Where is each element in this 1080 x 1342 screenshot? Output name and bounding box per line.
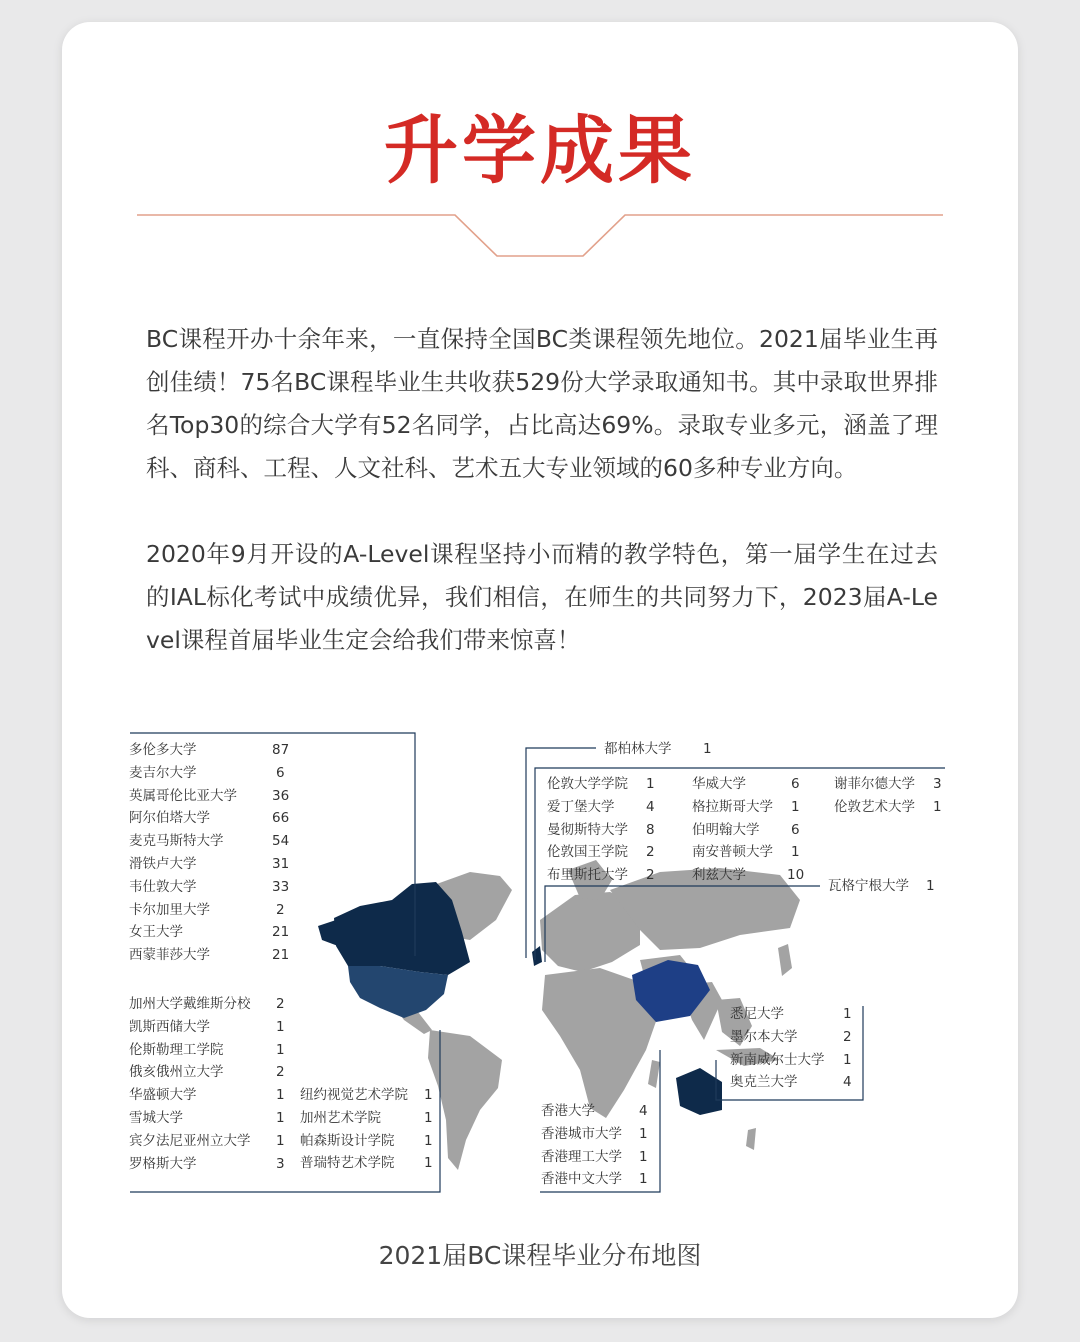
university-name: 格拉斯哥大学 xyxy=(692,798,773,815)
list-item xyxy=(300,1084,435,1107)
university-count: 21 xyxy=(272,924,290,941)
university-name: 麦克马斯特大学 xyxy=(129,833,224,850)
university-name: 卡尔加里大学 xyxy=(129,901,210,918)
university-name: 女王大学 xyxy=(129,924,183,941)
list-item xyxy=(541,1168,651,1191)
list-item xyxy=(129,1039,294,1062)
list-item xyxy=(692,796,807,819)
university-name: 谢菲尔德大学 xyxy=(834,776,915,792)
university-count: 6 xyxy=(791,821,800,838)
list-item xyxy=(834,773,944,796)
university-count: 1 xyxy=(424,1155,433,1172)
university-count: 4 xyxy=(646,798,655,815)
university-count: 1 xyxy=(843,1006,852,1022)
uk-university-list-1 xyxy=(547,773,659,887)
list-item xyxy=(541,1123,651,1146)
uk-shape xyxy=(532,946,542,966)
university-count: 54 xyxy=(272,833,290,850)
list-item xyxy=(828,875,940,898)
university-count: 21 xyxy=(272,947,290,964)
university-count: 1 xyxy=(424,1109,433,1126)
list-item xyxy=(692,773,807,796)
university-name: 罗格斯大学 xyxy=(129,1155,197,1172)
university-count: 2 xyxy=(646,867,655,884)
usa-shape xyxy=(348,966,448,1018)
university-name: 帕森斯设计学院 xyxy=(300,1132,395,1149)
alaska-shape xyxy=(318,920,338,946)
list-item xyxy=(692,864,807,887)
list-item xyxy=(129,1107,294,1130)
list-item xyxy=(129,899,299,922)
university-count: 1 xyxy=(639,1148,648,1165)
university-name: 俄亥俄州立大学 xyxy=(129,1064,224,1081)
list-item xyxy=(300,1152,435,1175)
university-name: 雪城大学 xyxy=(129,1109,183,1126)
university-name: 华盛顿大学 xyxy=(129,1087,197,1104)
list-item xyxy=(129,1153,294,1176)
list-item xyxy=(692,841,807,864)
university-count: 1 xyxy=(791,798,800,815)
university-name: 宾夕法尼亚州立大学 xyxy=(129,1132,251,1149)
university-name: 爱丁堡大学 xyxy=(547,798,615,815)
university-count: 1 xyxy=(276,1132,285,1149)
canada-university-list xyxy=(129,739,299,967)
list-item xyxy=(541,1146,651,1169)
list-item xyxy=(129,739,299,762)
university-count: 1 xyxy=(843,1051,852,1068)
university-name: 伯明翰大学 xyxy=(692,821,760,838)
university-count: 87 xyxy=(272,742,290,758)
list-item xyxy=(129,1130,294,1153)
list-item xyxy=(547,864,659,887)
university-name: 布里斯托大学 xyxy=(547,867,628,884)
university-count: 1 xyxy=(933,798,942,815)
list-item xyxy=(604,738,724,761)
university-name: 加州大学戴维斯分校 xyxy=(129,996,251,1012)
south-america-shape xyxy=(428,1030,502,1170)
university-name: 墨尔本大学 xyxy=(730,1028,798,1045)
ireland-university-list xyxy=(604,738,724,761)
university-count: 1 xyxy=(424,1087,433,1103)
university-count: 66 xyxy=(272,810,290,827)
university-name: 西蒙菲莎大学 xyxy=(129,947,210,964)
list-item xyxy=(129,1084,294,1107)
university-name: 曼彻斯特大学 xyxy=(547,821,628,838)
university-count: 1 xyxy=(276,1018,285,1035)
list-item xyxy=(547,819,659,842)
university-count: 1 xyxy=(424,1132,433,1149)
university-name: 利兹大学 xyxy=(692,867,746,884)
australia-shape xyxy=(676,1068,722,1115)
university-name: 悉尼大学 xyxy=(730,1006,784,1022)
university-count: 31 xyxy=(272,855,290,872)
university-count: 10 xyxy=(787,867,805,884)
university-count: 1 xyxy=(639,1171,648,1188)
list-item xyxy=(300,1130,435,1153)
university-name: 麦吉尔大学 xyxy=(129,764,197,781)
list-item xyxy=(730,1049,855,1072)
list-item xyxy=(547,773,659,796)
university-count: 1 xyxy=(639,1125,648,1142)
university-name: 纽约视觉艺术学院 xyxy=(300,1087,408,1103)
university-count: 1 xyxy=(926,878,935,894)
list-item xyxy=(834,796,944,819)
university-count: 1 xyxy=(276,1109,285,1126)
university-name: 韦仕敦大学 xyxy=(129,878,197,895)
university-name: 伦敦大学学院 xyxy=(547,776,628,792)
university-count: 4 xyxy=(843,1074,852,1091)
list-item xyxy=(692,819,807,842)
university-name: 阿尔伯塔大学 xyxy=(129,810,210,827)
university-count: 1 xyxy=(791,844,800,861)
university-count: 2 xyxy=(276,1064,285,1081)
japan-shape xyxy=(778,944,792,976)
list-item xyxy=(129,1061,294,1084)
university-count: 2 xyxy=(646,844,655,861)
list-item xyxy=(300,1107,435,1130)
oceania-university-list xyxy=(730,1003,855,1094)
university-count: 2 xyxy=(276,996,285,1012)
university-name: 奥克兰大学 xyxy=(730,1074,798,1091)
university-name: 伦斯勒理工学院 xyxy=(129,1041,224,1058)
university-count: 33 xyxy=(272,878,290,895)
intro-paragraph-alevel: 2020年9月开设的A-Level课程坚持小而精的教学特色，第一届学生在过去的IAL标化考试中成绩优异，我们相信，在师生的共同努力下，2023届A-Level课程首届毕业生定会给我们带来惊喜！ xyxy=(146,540,938,654)
usa-university-list xyxy=(129,993,294,1175)
university-name: 伦敦国王学院 xyxy=(547,844,628,861)
list-item xyxy=(129,993,294,1016)
university-count: 1 xyxy=(276,1041,285,1058)
university-count: 1 xyxy=(646,776,655,792)
university-name: 南安普顿大学 xyxy=(692,844,773,861)
list-item xyxy=(129,785,299,808)
university-name: 新南威尔士大学 xyxy=(730,1051,825,1068)
university-count: 6 xyxy=(276,764,285,781)
new-zealand-shape xyxy=(746,1128,756,1150)
university-count: 3 xyxy=(933,776,942,792)
madagascar-shape xyxy=(648,1060,660,1088)
university-count: 1 xyxy=(276,1087,285,1104)
uk-university-list-3 xyxy=(834,773,944,819)
netherlands-university-list xyxy=(828,875,940,898)
university-name: 普瑞特艺术学院 xyxy=(300,1155,395,1172)
list-item xyxy=(129,853,299,876)
hongkong-university-list xyxy=(541,1100,651,1191)
university-name: 香港大学 xyxy=(541,1103,595,1119)
university-count: 2 xyxy=(276,901,285,918)
university-name: 华威大学 xyxy=(692,776,746,792)
uk-university-list-2 xyxy=(692,773,807,887)
list-item xyxy=(730,1026,855,1049)
university-count: 4 xyxy=(639,1103,648,1119)
university-name: 伦敦艺术大学 xyxy=(834,798,915,815)
university-count: 6 xyxy=(791,776,800,792)
university-name: 香港中文大学 xyxy=(541,1171,622,1188)
list-item xyxy=(129,921,299,944)
usa-art-school-list xyxy=(300,1084,435,1175)
university-name: 加州艺术学院 xyxy=(300,1109,381,1126)
list-item xyxy=(129,1016,294,1039)
university-name: 滑铁卢大学 xyxy=(129,855,197,872)
university-count: 36 xyxy=(272,787,290,804)
university-count: 8 xyxy=(646,821,655,838)
university-name: 瓦格宁根大学 xyxy=(828,878,909,894)
university-name: 香港城市大学 xyxy=(541,1125,622,1142)
university-name: 都柏林大学 xyxy=(604,741,672,757)
university-name: 香港理工大学 xyxy=(541,1148,622,1165)
list-item xyxy=(129,944,299,967)
list-item xyxy=(541,1100,651,1123)
list-item xyxy=(129,807,299,830)
university-count: 3 xyxy=(276,1155,285,1172)
list-item xyxy=(547,796,659,819)
page-title: 升学成果 xyxy=(384,108,696,194)
map-caption: 2021届BC课程毕业分布地图 xyxy=(378,1241,702,1270)
list-item xyxy=(129,830,299,853)
university-count: 1 xyxy=(703,741,712,757)
intro-paragraph-bc: BC课程开办十余年来，一直保持全国BC类课程领先地位。2021届毕业生再创佳绩！75名BC课程毕业生共收获529份大学录取通知书。其中录取世界排名Top30的综合大学有52名同学，占比高达69%。录取专业多元，涵盖了理科、商科、工程、人文社科、艺术五大专业领域的60多种专业方向。 xyxy=(146,325,938,482)
list-item xyxy=(129,876,299,899)
list-item xyxy=(730,1071,855,1094)
university-name: 凯斯西储大学 xyxy=(129,1018,210,1035)
university-count: 2 xyxy=(843,1028,852,1045)
university-name: 英属哥伦比亚大学 xyxy=(129,787,237,804)
university-name: 多伦多大学 xyxy=(129,742,197,758)
list-item xyxy=(730,1003,855,1026)
list-item xyxy=(547,841,659,864)
list-item xyxy=(129,762,299,785)
